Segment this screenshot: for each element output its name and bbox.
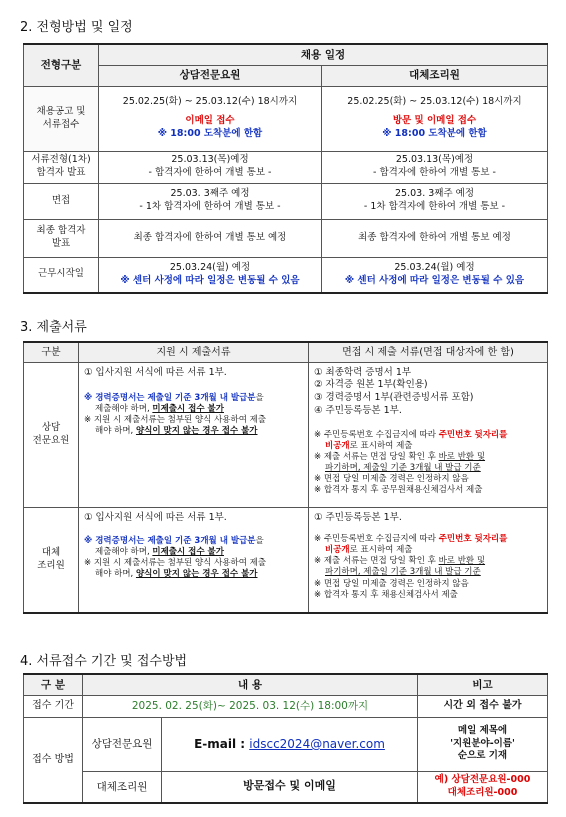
cell-cook: 최종 합격자에 한하여 개별 통보 예정 (322, 219, 548, 257)
method-cook-label: 대체조리원 (83, 771, 162, 803)
header-apply-docs: 지원 시 제출서류 (79, 342, 309, 362)
section-3-title: 3. 제출서류 (20, 320, 87, 335)
row-label: 면접 (24, 183, 99, 219)
section-2-title: 2. 전형방법 및 일정 (20, 20, 133, 35)
cell-cook: 25.03. 3째주 예정 - 1차 합격자에 한하여 개별 통보 - (322, 183, 548, 219)
row-label: 최종 합격자 발표 (24, 219, 99, 257)
section-4-title: 4. 서류접수 기간 및 접수방법 (20, 654, 188, 669)
interview-docs-cook: ① 주민등록등본 1부. ※ 주민등록번호 수집금지에 따라 주민번호 뒷자리를 비공개로 표시하여 제출 ※ 제출 서류는 면접 당일 확인 후 바로 반환 및 파기하며, 제출일 기준 3개월 내 발급 기준 ※ 면접 당일 미제출 경력은 인정하지 않음 ※ 합격자 통지 후 채용신체검사서 제출 (309, 507, 548, 613)
header-counselor: 상담전문요원 (99, 65, 322, 86)
cell-counselor: 25.03.13(목)예정 - 합격자에 한하여 개별 통보 - (99, 151, 322, 183)
apply-docs-cook: ① 입사지원 서식에 따른 서류 1부. ※ 경력증명서는 제출일 기준 3개월 내 발급분을 제출해야 하며, 미제출시 접수 불가 ※ 지원 시 제출서류는 첨부된 양식 사용하여 제출 해야 하며, 양식이 맞지 않는 경우 접수 불가 (79, 507, 309, 613)
schedule-table (23, 43, 548, 294)
row-label: 서류전형(1차) 합격자 발표 (24, 151, 99, 183)
method-note-instruction: 메일 제목에 '지원분야-이름' 순으로 기재 (418, 717, 548, 771)
documents-table (23, 341, 548, 614)
submission-table (23, 673, 548, 804)
row-label: 근무시작일 (24, 257, 99, 293)
header-interview-docs: 면접 시 제출 서류(면접 대상자에 한 함) (309, 342, 548, 362)
period-label: 접수 기간 (24, 695, 83, 717)
header-content: 내 용 (83, 674, 418, 695)
cell-counselor: 최종 합격자에 한하여 개별 통보 예정 (99, 219, 322, 257)
header-group: 전형구분 (24, 44, 99, 86)
cell-counselor: 25.03. 3째주 예정 - 1차 합격자에 한하여 개별 통보 - (99, 183, 322, 219)
method-counselor-email: E-mail : idscc2024@naver.com (162, 717, 418, 771)
header-schedule: 채용 일정 (99, 44, 548, 65)
header-cook: 대체조리원 (322, 65, 548, 86)
cell-cook: 25.03.13(목)예정 - 합격자에 한하여 개별 통보 - (322, 151, 548, 183)
header-group: 구분 (24, 342, 79, 362)
row-label-counselor: 상담 전문요원 (24, 362, 79, 507)
period-value: 2025. 02. 25(화)~ 2025. 03. 12(수) 18:00까지 (83, 695, 418, 717)
period-note: 시간 외 접수 불가 (418, 695, 548, 717)
row-label: 채용공고 및 서류접수 (24, 86, 99, 151)
interview-docs-counselor: ① 최종학력 증명서 1부 ② 자격증 원본 1부(확인용) ③ 경력증명서 1부(관련증빙서류 포함) ④ 주민등록등본 1부. ※ 주민등록번호 수집금지에 따라 주민번호 뒷자리를 비공개로 표시하여 제출 ※ 제출 서류는 면접 당일 확인 후 바로 반환 및 파기하며, 제출일 기준 3개월 내 발급 기준 ※ 면접 당일 미제출 경력은 인정하지 않음 ※ 합격자 통지 후 공무원채용신체검사서 제출 (309, 362, 548, 507)
cell-cook: 25.02.25(화) ~ 25.03.12(수) 18시까지 방문 및 이메일 접수 ※ 18:00 도착분에 한함 (322, 86, 548, 151)
cell-cook: 25.03.24(월) 예정 ※ 센터 사정에 따라 일정은 변동될 수 있음 (322, 257, 548, 293)
method-cook-value: 방문접수 및 이메일 (162, 771, 418, 803)
header-group: 구 분 (24, 674, 83, 695)
method-counselor-label: 상담전문요원 (83, 717, 162, 771)
method-note-example: 예) 상담전문요원-000 대체조리원-000 (418, 771, 548, 803)
email-link[interactable]: idscc2024@naver.com (249, 736, 385, 751)
apply-docs-counselor: ① 입사지원 서식에 따른 서류 1부. ※ 경력증명서는 제출일 기준 3개월 내 발급분을 제출해야 하며, 미제출시 접수 불가 ※ 지원 시 제출서류는 첨부된 양식 사용하여 제출 해야 하며, 양식이 맞지 않는 경우 접수 불가 (79, 362, 309, 507)
method-label: 접수 방법 (24, 717, 83, 803)
cell-counselor: 25.02.25(화) ~ 25.03.12(수) 18시까지 이메일 접수 ※ 18:00 도착분에 한함 (99, 86, 322, 151)
header-note: 비고 (418, 674, 548, 695)
row-label-cook: 대체 조리원 (24, 507, 79, 613)
cell-counselor: 25.03.24(월) 예정 ※ 센터 사정에 따라 일정은 변동될 수 있음 (99, 257, 322, 293)
